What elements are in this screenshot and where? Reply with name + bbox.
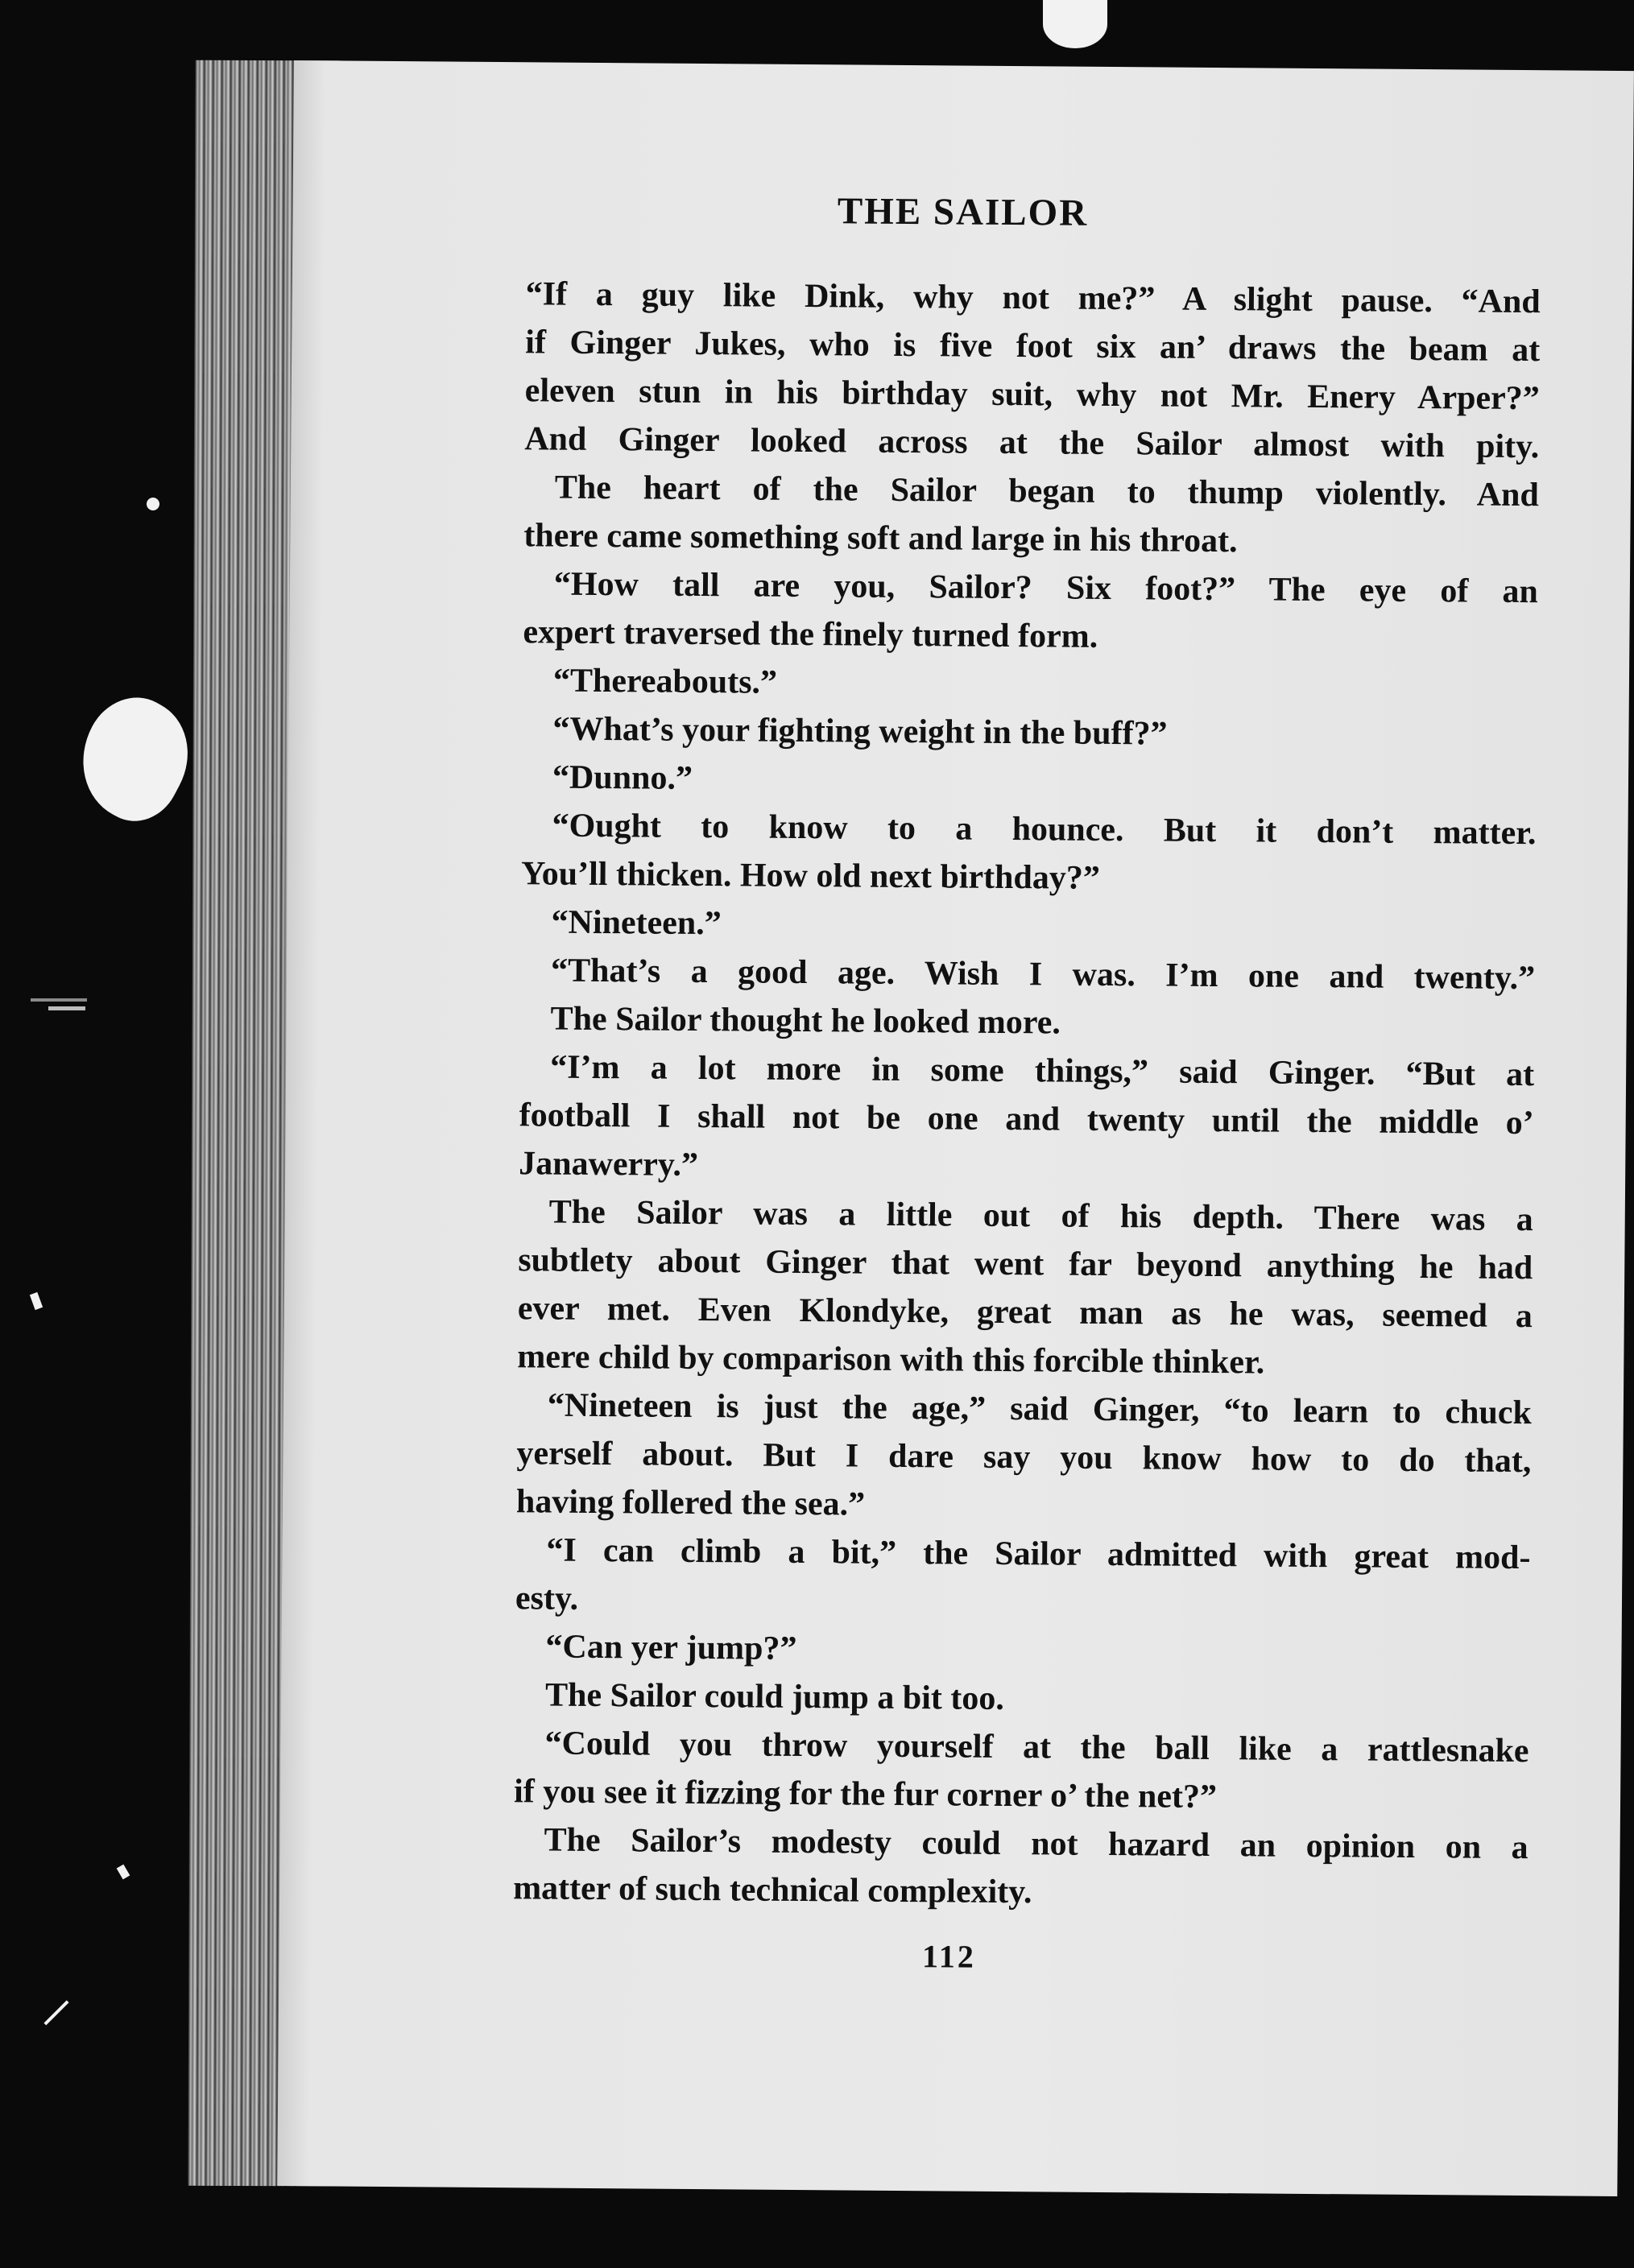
speck <box>43 2000 68 2025</box>
text-line: “How tall are you, Sailor? Six foot?” The eye of an <box>553 565 1539 611</box>
text-line: eleven stun in his birthday suit, why not Mr. Enery Arper?” <box>524 372 1540 418</box>
speck <box>30 1292 43 1310</box>
text-line: “If a guy like Dink, why not me?” A slight pause. “And <box>525 275 1541 321</box>
speck <box>48 1006 85 1010</box>
book-page <box>277 60 1634 2196</box>
text-line: “Ought to know to a hounce. But it don’t matter. <box>552 807 1537 853</box>
text-line: ever met. Even Klondyke, great man as he was, seemed a <box>517 1290 1533 1336</box>
paper-scrap <box>1043 0 1107 48</box>
stain-mark <box>60 681 209 836</box>
text-line: The Sailor’s modesty could not hazard an opinion on a <box>544 1821 1529 1867</box>
text-line: And Ginger looked across at the Sailor almost with pity. <box>524 420 1540 466</box>
body-text <box>513 270 1541 1920</box>
text-line: expert traversed the finely turned form. <box>523 613 1098 655</box>
text-line: “Can yer jump?” <box>545 1628 797 1667</box>
running-head: THE SAILOR <box>837 190 1089 234</box>
text-line: The Sailor thought he looked more. <box>550 1000 1061 1042</box>
text-line: “I can climb a bit,” the Sailor admitted with great mod- <box>546 1531 1531 1577</box>
text-line: “Thereabouts.” <box>552 662 778 701</box>
text-line: matter of such technical complexity. <box>512 1869 1032 1911</box>
text-line: The heart of the Sailor began to thump violently. And <box>554 469 1539 514</box>
text-line: “Nineteen.” <box>551 903 722 943</box>
text-line: “I’m a lot more in some things,” said Ginger. “But at <box>550 1048 1535 1094</box>
text-line: The Sailor could jump a bit too. <box>544 1676 1005 1717</box>
text-line: subtlety about Ginger that went far beyond anything he had <box>518 1241 1533 1287</box>
text-line: “Dunno.” <box>552 758 693 797</box>
text-line: “Nineteen is just the age,” said Ginger, “to learn to chuck <box>547 1386 1533 1432</box>
text-line: there came something soft and large in his throat. <box>523 517 1238 560</box>
speck <box>147 498 159 510</box>
text-line: having follered the sea.” <box>515 1483 866 1523</box>
text-line: football I shall not be one and twenty until the middle o’ <box>519 1097 1534 1142</box>
text-line: Janawerry.” <box>519 1145 699 1184</box>
speck <box>117 1865 130 1880</box>
text-line: “Could you throw yourself at the ball like a rattlesnake <box>544 1725 1529 1770</box>
page-number: 112 <box>921 1938 977 1975</box>
text-line: mere child by comparison with this forcible thinker. <box>517 1338 1265 1382</box>
text-line: The Sailor was a little out of his depth. There was a <box>548 1193 1533 1239</box>
speck <box>31 998 87 1002</box>
text-line: “That’s a good age. Wish I was. I’m one and twenty.” <box>550 952 1536 998</box>
text-line: yerself about. But I dare say you know how to do that, <box>516 1435 1532 1481</box>
text-line: You’ll thicken. How old next birthday?” <box>520 855 1100 897</box>
text-line: “What’s your fighting weight in the buff?” <box>552 710 1168 753</box>
text-line: if you see it fizzing for the fur corner o’ the net?” <box>513 1773 1218 1816</box>
text-line: if Ginger Jukes, who is five foot six an’ draws the beam at <box>525 324 1541 370</box>
text-line: esty. <box>515 1580 579 1617</box>
